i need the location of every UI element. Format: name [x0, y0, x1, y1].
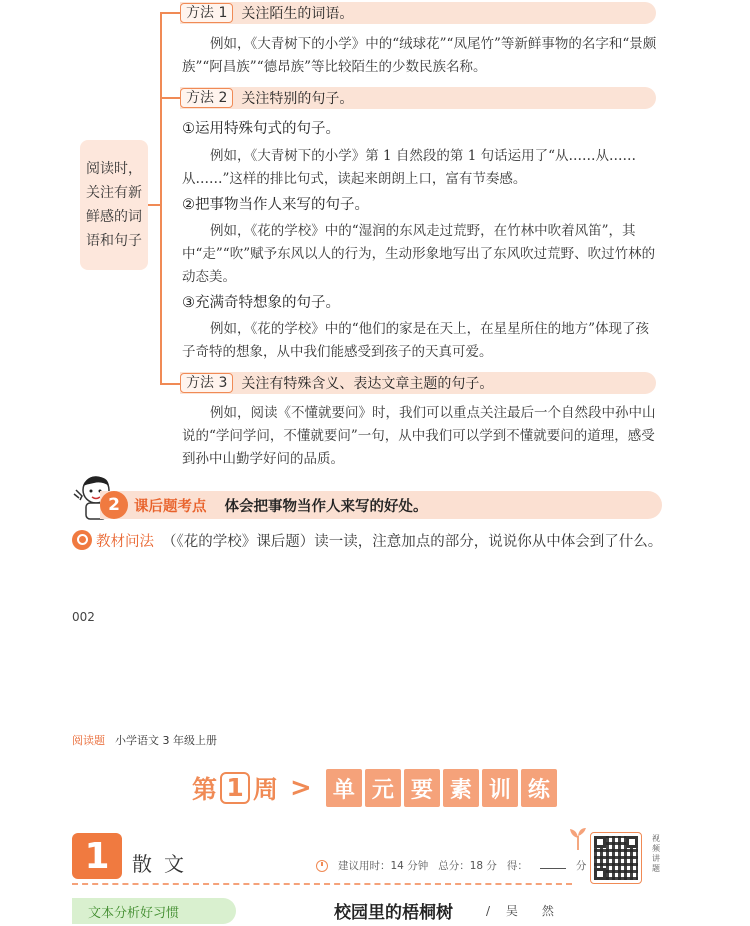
section-2-text: 体会把事物当作人来写的好处。 — [224, 498, 428, 515]
sprout-icon — [568, 826, 588, 850]
total-score: 总分：18 分 — [438, 860, 497, 872]
qr-label: 视频讲题 — [652, 834, 660, 873]
method-2-item-2-head: ②把事物当作人来写的句子。 — [182, 197, 369, 213]
tree-branch-3 — [160, 383, 182, 385]
section-number-block: 1 — [72, 833, 122, 879]
exercise-meta — [316, 858, 606, 873]
method-2-item-3-head: ③充满奇特想象的句子。 — [182, 295, 340, 311]
search-icon — [72, 530, 92, 550]
qr-corner — [594, 836, 606, 848]
method-2-item-3-example: 例如，《花的学校》中的“他们的家是在天上，在星星所住的地方”体现了孩子奇特的想象，从中我们能感受到孩子的天真可爱。 — [182, 321, 650, 360]
method-2-item-2-example: 例如，《花的学校》中的“湿润的东风走过荒野，在竹林中吹着风笛”，其中“走”“吹”赋予东风以人的行为，生动形象地写出了东风吹过荒野、吹过竹林的动态美。 — [182, 223, 656, 285]
unit-title-char: 练 — [521, 769, 557, 807]
tree-branch-1 — [160, 12, 182, 14]
section-2-number: 2 — [100, 491, 128, 519]
section-2-bar — [100, 491, 662, 519]
method-3-bar — [180, 372, 656, 394]
clock-icon — [316, 860, 328, 872]
chevron-right-icon: > — [290, 773, 312, 803]
week-suffix: 周 — [253, 775, 279, 804]
unit-title-char: 元 — [365, 769, 401, 807]
side-connector — [148, 204, 160, 206]
side-label-line: 关注有新 — [86, 185, 142, 201]
unit-title — [326, 769, 560, 807]
running-header — [72, 732, 217, 748]
qr-corner — [626, 836, 638, 848]
tree-branch-2 — [160, 97, 182, 99]
method-1-tag: 方法 1 — [180, 3, 233, 23]
unit-title-char: 素 — [443, 769, 479, 807]
method-1-bar — [180, 2, 656, 24]
article-author: / 吴 然 — [486, 904, 560, 918]
score-label: 得： — [506, 860, 528, 872]
suggest-time: 建议用时：14 分钟 — [338, 860, 429, 872]
score-blank — [540, 868, 566, 869]
article-title: 校园里的梧桐树 — [334, 903, 453, 923]
side-label-box — [80, 140, 148, 270]
week-title — [192, 768, 560, 808]
running-header-book: 小学语文 3 年级上册 — [115, 734, 217, 747]
textbook-question — [72, 528, 672, 556]
section-name: 散文 — [132, 852, 196, 876]
method-2-item-1-head: ①运用特殊句式的句子。 — [182, 121, 340, 137]
score-unit: 分 — [575, 860, 587, 872]
side-label-line: 鲜感的词 — [86, 209, 142, 225]
dashed-divider — [72, 883, 572, 885]
method-3-example: 例如，阅读《不懂就要问》时，我们可以重点关注最后一个自然段中孙中山说的“学问学问，不懂就要问”一句，从中我们可以学到不懂就要问的道理，感受到孙中山勤学好问的品质。 — [182, 405, 656, 467]
method-3-tag: 方法 3 — [180, 373, 233, 393]
week-prefix: 第 — [192, 775, 218, 804]
unit-title-char: 训 — [482, 769, 518, 807]
qr-code[interactable] — [590, 832, 642, 884]
page-number: 002 — [72, 610, 95, 624]
running-header-brand: 阅读题 — [72, 734, 105, 747]
week-number: 1 — [220, 772, 250, 804]
method-1-example: 例如，《大青树下的小学》中的“绒球花”“凤尾竹”等新鲜事物的名字和“景颇族”“阿昌族”“德昂族”等比较陌生的少数民族名称。 — [182, 36, 657, 75]
side-label-line: 语和句子 — [86, 233, 142, 249]
unit-title-char: 单 — [326, 769, 362, 807]
method-1-title: 关注陌生的词语。 — [241, 6, 354, 22]
method-2-bar — [180, 87, 656, 109]
score-field — [507, 858, 597, 873]
side-label-line: 阅读时， — [86, 161, 142, 177]
qr-pattern — [594, 836, 638, 880]
method-2-item-1-example: 例如，《大青树下的小学》第 1 自然段的第 1 句话运用了“从……从……从……”这样的排比句式，读起来朗朗上口，富有节奏感。 — [182, 148, 636, 187]
unit-title-char: 要 — [404, 769, 440, 807]
tree-connector-line — [160, 13, 162, 385]
textbook-question-label: 教材问法 — [96, 534, 154, 550]
habit-tag: 文本分析好习惯 — [72, 898, 236, 924]
textbook-question-text: （《花的学校》课后题）读一读，注意加点的部分，说说你从中体会到了什么。 — [162, 534, 663, 550]
section-2-label: 课后题考点 — [134, 498, 207, 515]
method-2-tag: 方法 2 — [180, 88, 233, 108]
method-3-title: 关注有特殊含义、表达文章主题的句子。 — [241, 376, 494, 392]
method-2-title: 关注特别的句子。 — [241, 91, 354, 107]
qr-corner — [594, 868, 606, 880]
